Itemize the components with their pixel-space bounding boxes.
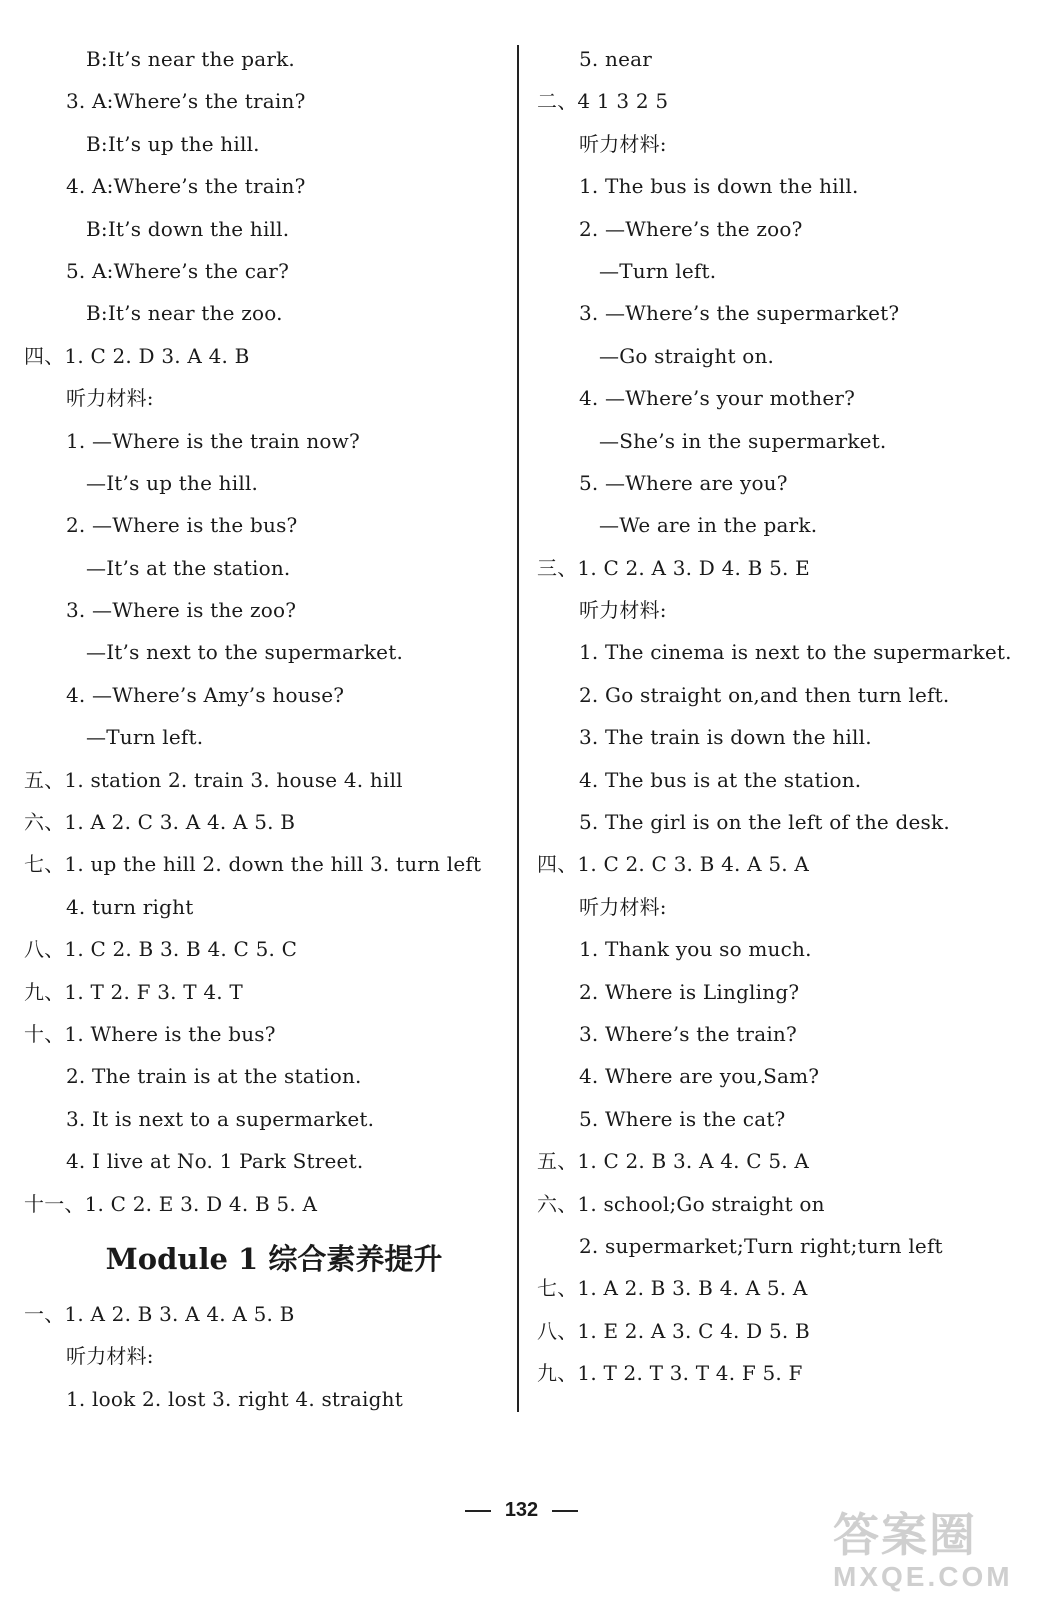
answer-line: —She’s in the supermarket. xyxy=(599,428,887,453)
answer-line: 4. Where are you,Sam? xyxy=(579,1064,820,1089)
answer-line: 1. The bus is down the hill. xyxy=(579,174,859,199)
left-answer-lines xyxy=(24,38,514,1225)
answer-line: 1. Thank you so much. xyxy=(579,937,812,962)
answer-line: B:It’s up the hill. xyxy=(86,131,260,156)
answer-line: B:It’s near the park. xyxy=(86,47,295,71)
answer-line: 4. —Where’s Amy’s house? xyxy=(66,682,345,707)
answer-line: 5. near xyxy=(579,47,653,71)
answer-line: 八、1. E 2. A 3. C 4. D 5. B xyxy=(537,1318,810,1343)
left-after-heading-lines xyxy=(24,1293,514,1420)
answer-line: 十一、1. C 2. E 3. D 4. B 5. A xyxy=(24,1191,318,1216)
answer-line: 3. A:Where’s the train? xyxy=(66,89,306,114)
answer-line: —It’s at the station. xyxy=(86,555,291,580)
answer-line: 四、1. C 2. C 3. B 4. A 5. A xyxy=(537,852,810,877)
answer-line: 1. look 2. lost 3. right 4. straight xyxy=(66,1386,403,1411)
answer-line: 2. —Where’s the zoo? xyxy=(579,216,803,241)
answer-line: 一、1. A 2. B 3. A 4. A 5. B xyxy=(24,1301,295,1326)
answer-line: 九、1. T 2. T 3. T 4. F 5. F xyxy=(537,1361,803,1386)
answer-line: 3. —Where is the zoo? xyxy=(66,598,297,623)
answer-line: 2. Go straight on,and then turn left. xyxy=(579,682,950,707)
answer-line: 十、1. Where is the bus? xyxy=(24,1021,276,1046)
answer-line: 5. —Where are you? xyxy=(579,470,788,495)
column-divider xyxy=(517,45,519,1412)
answer-line: 5. Where is the cat? xyxy=(579,1106,786,1131)
answer-line: —Turn left. xyxy=(599,258,717,283)
answer-line: 2. Where is Lingling? xyxy=(579,979,800,1004)
answer-line: 七、1. up the hill 2. down the hill 3. turn left xyxy=(24,852,482,877)
answer-line: 4. The bus is at the station. xyxy=(579,767,862,792)
right-column xyxy=(537,38,1027,1395)
watermark-bottom-text: MXQE.COM xyxy=(833,1561,1013,1592)
watermark-logo xyxy=(833,1499,1033,1594)
footer-dash-right xyxy=(552,1510,578,1512)
answer-line: 1. The cinema is next to the supermarket. xyxy=(579,640,1012,665)
answer-line: 3. Where’s the train? xyxy=(579,1021,797,1046)
answer-line: —Turn left. xyxy=(86,725,204,750)
answer-line: —We are in the park. xyxy=(599,513,818,538)
page-number: 132 xyxy=(504,1499,539,1521)
answer-line: 听力材料: xyxy=(66,1344,154,1369)
answer-line: 听力材料: xyxy=(66,386,154,411)
answer-line: 2. supermarket;Turn right;turn left xyxy=(579,1233,943,1258)
answer-line: 3. The train is down the hill. xyxy=(579,725,872,750)
answer-line: 5. The girl is on the left of the desk. xyxy=(579,810,950,835)
watermark-top-text: 答案圈 xyxy=(833,1508,977,1562)
answer-line: 八、1. C 2. B 3. B 4. C 5. C xyxy=(24,937,298,962)
answer-line: 六、1. A 2. C 3. A 4. A 5. B xyxy=(24,810,296,835)
answer-line: 1. —Where is the train now? xyxy=(66,428,360,453)
right-answer-lines xyxy=(537,38,1027,1395)
answer-line: 4. A:Where’s the train? xyxy=(66,174,306,199)
answer-line: 听力材料: xyxy=(579,598,667,623)
answer-line: 4. turn right xyxy=(66,894,194,919)
answer-line: —Go straight on. xyxy=(599,343,775,368)
answer-line: 听力材料: xyxy=(579,894,667,919)
answer-line: 六、1. school;Go straight on xyxy=(537,1191,825,1216)
answer-line: —It’s next to the supermarket. xyxy=(86,640,403,665)
answer-line: 二、4 1 3 2 5 xyxy=(537,89,669,114)
answer-line: 三、1. C 2. A 3. D 4. B 5. E xyxy=(537,555,810,580)
answer-line: 听力材料: xyxy=(579,131,667,156)
footer-dash-left xyxy=(465,1510,491,1512)
answer-line: 3. —Where’s the supermarket? xyxy=(579,301,900,326)
answer-line: 4. I live at No. 1 Park Street. xyxy=(66,1149,364,1174)
answer-line: 七、1. A 2. B 3. B 4. A 5. A xyxy=(537,1276,808,1301)
answer-line: 四、1. C 2. D 3. A 4. B xyxy=(24,343,250,368)
answer-line: —It’s up the hill. xyxy=(86,470,259,495)
answer-line: 2. —Where is the bus? xyxy=(66,513,298,538)
answer-line: B:It’s near the zoo. xyxy=(86,301,283,326)
answer-line: 五、1. C 2. B 3. A 4. C 5. A xyxy=(537,1149,810,1174)
answer-line: 九、1. T 2. F 3. T 4. T xyxy=(24,979,243,1004)
answer-line: 2. The train is at the station. xyxy=(66,1064,362,1089)
answer-line: B:It’s down the hill. xyxy=(86,216,290,241)
answer-line: 五、1. station 2. train 3. house 4. hill xyxy=(24,767,403,792)
answer-line: 4. —Where’s your mother? xyxy=(579,386,856,411)
answer-line: 3. It is next to a supermarket. xyxy=(66,1106,375,1131)
left-column xyxy=(24,38,514,1420)
section-heading: Module 1 综合素养提升 xyxy=(105,1241,443,1276)
answer-line: 5. A:Where’s the car? xyxy=(66,258,289,283)
